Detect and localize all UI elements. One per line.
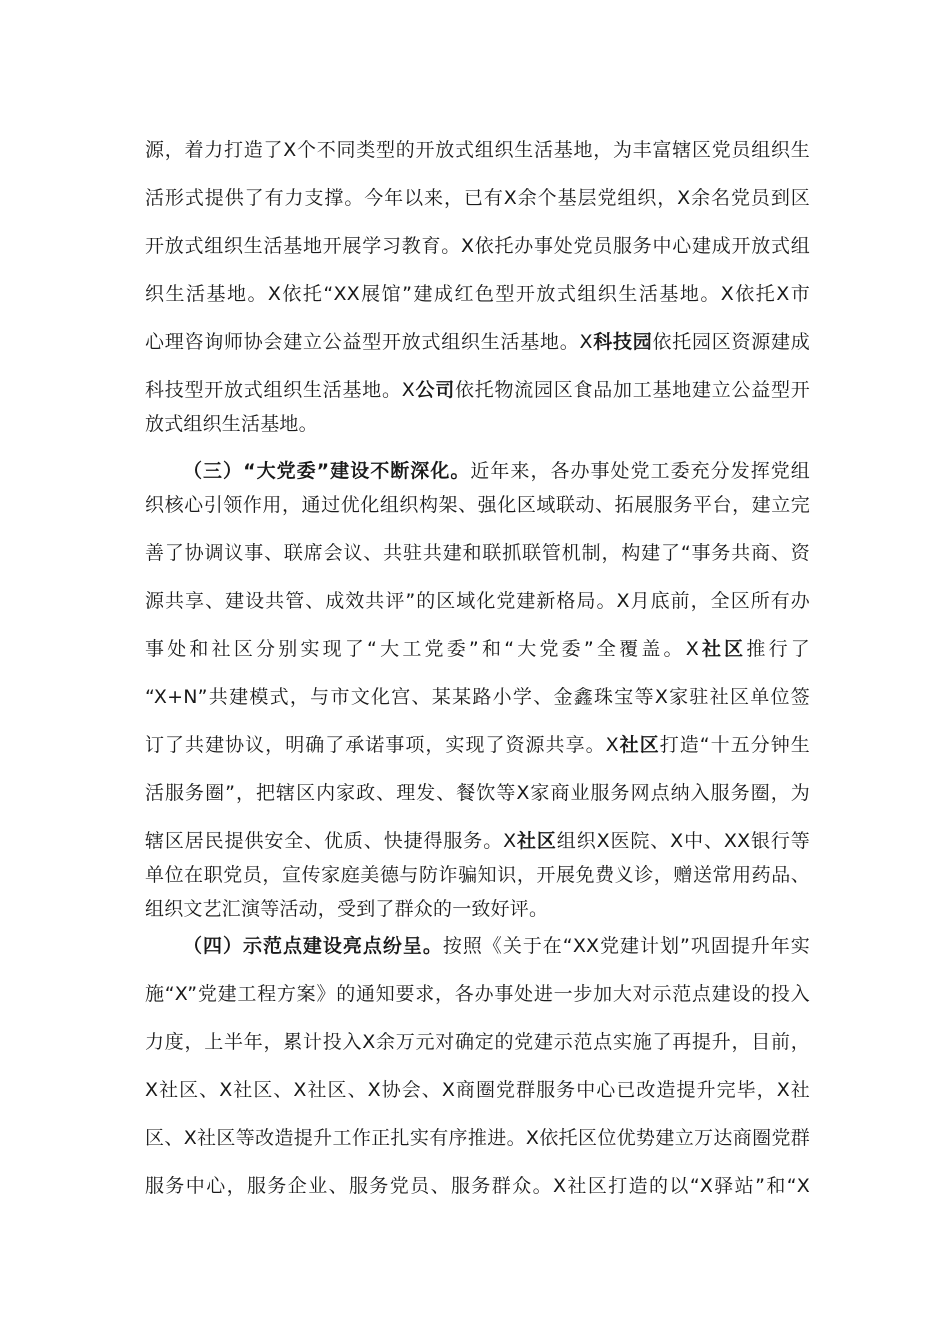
text-line: 织生活基地。X依托“XX展馆”建成红色型开放式组织生活基地。X依托X市 [145,283,810,305]
text-line: 织核心引领作用，通过优化组织构架、强化区域联动、拓展服务平台，建立完 [145,494,810,516]
text-line: 源共享、建设共管、成效共评”的区域化党建新格局。X月底前，全区所有办 [145,590,810,612]
section-heading-line: （四）示范点建设亮点纷呈。按照《关于在“XX党建计划”巩固提升年实 [183,935,810,957]
text-line: 开放式组织生活基地开展学习教育。X依托办事处党员服务中心建成开放式组 [145,235,810,257]
paragraph-big-party-committee [145,460,810,920]
section-heading: （四）示范点建设亮点纷呈。 [183,935,443,957]
text-line: 事处和社区分别实现了“大工党委”和“大党委”全覆盖。X社区推行了 [145,638,810,660]
text-line: 辖区居民提供安全、优质、快捷得服务。X社区组织X医院、X中、XX银行等 [145,830,810,852]
text-line: 组织文艺汇演等活动，受到了群众的一致好评。 [145,898,549,920]
text-line: 善了协调议事、联席会议、共驻共建和联抓联管机制，构建了“事务共商、资 [145,542,810,564]
text-line: 科技型开放式组织生活基地。X公司依托物流园区食品加工基地建立公益型开 [145,379,811,401]
paragraph-open-base [145,139,810,435]
text-line: 活服务圈”，把辖区内家政、理发、餐饮等X家商业服务网点纳入服务圈，为 [145,782,810,804]
text-line: 施“X”党建工程方案》的通知要求，各办事处进一步加大对示范点建设的投入 [145,983,810,1005]
text-line: 活形式提供了有力支撑。今年以来，已有X余个基层党组织，X余名党员到区 [145,187,810,209]
text-line: 源，着力打造了X个不同类型的开放式组织生活基地，为丰富辖区党员组织生 [145,139,810,161]
section-heading: （三）“大党委”建设不断深化。 [183,460,471,482]
text-line: 心理咨询师协会建立公益型开放式组织生活基地。X科技园依托园区资源建成 [145,331,810,353]
text-line: 订了共建协议，明确了承诺事项，实现了资源共享。X社区打造“十五分钟生 [145,734,810,756]
text-line: “X+N”共建模式，与市文化宫、某某路小学、金鑫珠宝等X家驻社区单位签 [145,686,810,708]
text-line: 区、X社区等改造提升工作正扎实有序推进。X依托区位优势建立万达商圈党群 [145,1127,810,1149]
text-line: 服务中心，服务企业、服务党员、服务群众。X社区打造的以“X驿站”和“X [145,1175,810,1197]
text-line: 单位在职党员，宣传家庭美德与防诈骗知识，开展免费义诊，赠送常用药品、 [145,864,810,886]
text-line: X社区、X社区、X社区、X协会、X商圈党群服务中心已改造提升完毕，X社 [145,1079,810,1101]
text-line: 放式组织生活基地。 [145,413,318,435]
paragraph-demo-site [145,935,810,1197]
section-heading-line: （三）“大党委”建设不断深化。近年来，各办事处党工委充分发挥党组 [183,460,810,482]
text-line: 力度，上半年，累计投入X余万元对确定的党建示范点实施了再提升，目前， [145,1031,810,1053]
